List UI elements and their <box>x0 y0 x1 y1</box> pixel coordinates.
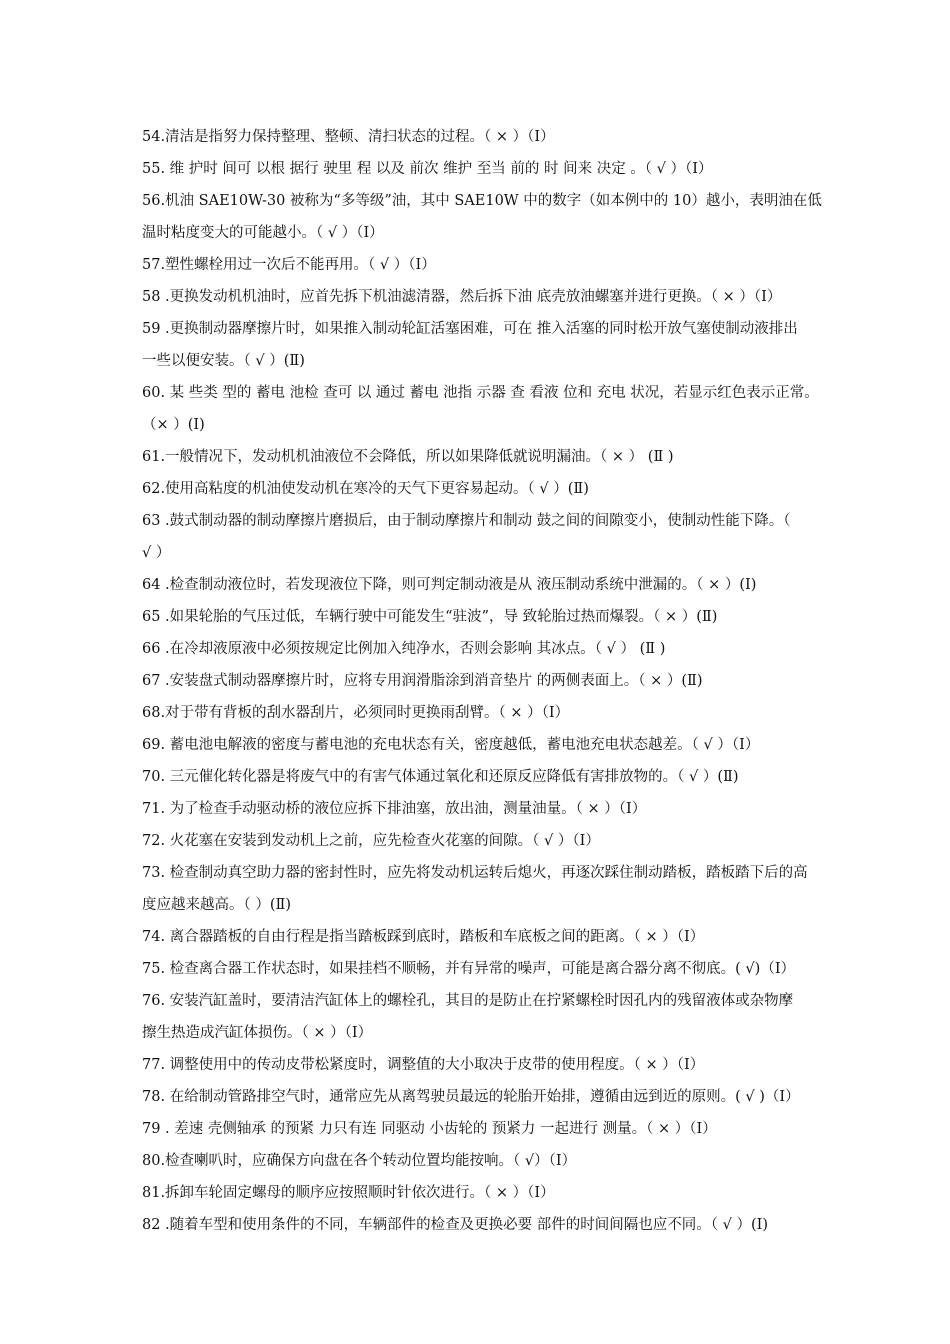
question-item-77 <box>142 1049 888 1081</box>
question-line: 60. 某 些类 型的 蓄电 池检 查可 以 通过 蓄电 池指 示器 查 看液 位和 充电 状况，若显示红色表示正常。 <box>142 385 819 401</box>
question-item-73 <box>142 857 888 921</box>
question-line: √ ） <box>142 545 171 561</box>
question-line: 82 .随着车型和使用条件的不同，车辆部件的检查及更换必要 部件的时间间隔也应不同。（ √ ）(Ⅰ) <box>142 1217 769 1233</box>
question-line: 71. 为了检查手动驱动桥的液位应拆下排油塞，放出油，测量油量。（ × ）（Ⅰ） <box>142 801 647 817</box>
question-item-74 <box>142 921 888 953</box>
question-line: 58 .更换发动机机油时，应首先拆下机油滤清器，然后拆下油 底壳放油螺塞并进行更换。（ × ）（Ⅰ） <box>142 289 782 305</box>
question-item-55 <box>142 153 888 185</box>
question-line: 81.拆卸车轮固定螺母的顺序应按照顺时针依次进行。（ × ）（Ⅰ） <box>142 1185 555 1201</box>
question-line: 度应越来越高。（ ）(Ⅱ) <box>142 897 292 913</box>
question-line: 79 . 差速 壳侧轴承 的预紧 力只有连 同驱动 小齿轮的 预紧力 一起进行 测量。（ × ）（Ⅰ） <box>142 1121 717 1137</box>
question-line: 63 .鼓式制动器的制动摩擦片磨损后，由于制动摩擦片和制动 鼓之间的间隙变小，使制动性能下降。（ <box>142 513 791 529</box>
question-item-65 <box>142 601 888 633</box>
question-line: 74. 离合器踏板的自由行程是指当踏板踩到底时，踏板和车底板之间的距离。（ × ）（Ⅰ） <box>142 929 705 945</box>
question-line: 59 .更换制动器摩擦片时，如果推入制动轮缸活塞困难，可在 推入活塞的同时松开放气塞使制动液排出 <box>142 321 798 337</box>
question-line: 61.一般情况下，发动机机油液位不会降低，所以如果降低就说明漏油。（ × ） (Ⅱ ) <box>142 449 674 465</box>
question-line: 67 .安装盘式制动器摩擦片时，应将专用润滑脂涂到消音垫片 的两侧表面上。（ × ）(Ⅱ) <box>142 673 703 689</box>
document-page <box>142 121 888 1241</box>
question-line: 69. 蓄电池电解液的密度与蓄电池的充电状态有关，密度越低，蓄电池充电状态越差。（ √ ）（Ⅰ） <box>142 737 760 753</box>
question-line: 64 .检查制动液位时，若发现液位下降，则可判定制动液是从 液压制动系统中泄漏的。（ × ）(Ⅰ) <box>142 577 757 593</box>
question-item-70 <box>142 761 888 793</box>
question-line: 78. 在给制动管路排空气时，通常应先从离驾驶员最远的轮胎开始排，遵循由远到近的原则。( √ )（Ⅰ） <box>142 1089 800 1105</box>
question-line: 66 .在冷却液原液中必须按规定比例加入纯净水，否则会影响 其冰点。（ √ ） (Ⅱ ) <box>142 641 666 657</box>
question-line: 77. 调整使用中的传动皮带松紧度时，调整值的大小取决于皮带的使用程度。（ × ）（Ⅰ） <box>142 1057 705 1073</box>
question-item-63 <box>142 505 888 569</box>
question-item-64 <box>142 569 888 601</box>
question-item-60 <box>142 377 888 441</box>
question-item-57 <box>142 249 888 281</box>
question-line: 76. 安装汽缸盖时，要清洁汽缸体上的螺栓孔，其目的是防止在拧紧螺栓时因孔内的残留液体或杂物摩 <box>142 993 794 1009</box>
question-item-69 <box>142 729 888 761</box>
question-line: 73. 检查制动真空助力器的密封性时，应先将发动机运转后熄火，再逐次踩住制动踏板，踏板踏下后的高 <box>142 865 808 881</box>
question-item-76 <box>142 985 888 1049</box>
question-item-67 <box>142 665 888 697</box>
question-line: 54.清洁是指努力保持整理、整顿、清扫状态的过程。（ × ）（Ⅰ） <box>142 129 555 145</box>
question-item-79 <box>142 1113 888 1145</box>
question-line: （× ）(Ⅰ) <box>142 417 205 433</box>
question-item-56 <box>142 185 888 249</box>
question-line: 65 .如果轮胎的气压过低，车辆行驶中可能发生“驻波”，导 致轮胎过热而爆裂。（ × ）(Ⅱ) <box>142 609 718 625</box>
question-item-62 <box>142 473 888 505</box>
question-item-58 <box>142 281 888 313</box>
question-item-82 <box>142 1209 888 1241</box>
question-item-54 <box>142 121 888 153</box>
question-line: 75. 检查离合器工作状态时，如果挂档不顺畅，并有异常的噪声，可能是离合器分离不彻底。( √)（Ⅰ） <box>142 961 796 977</box>
question-line: 62.使用高粘度的机油使发动机在寒冷的天气下更容易起动。（ √ ）(Ⅱ) <box>142 481 589 497</box>
question-item-80 <box>142 1145 888 1177</box>
question-item-81 <box>142 1177 888 1209</box>
question-line: 72. 火花塞在安装到发动机上之前，应先检查火花塞的间隙。（ √ ）（Ⅰ） <box>142 833 600 849</box>
question-item-71 <box>142 793 888 825</box>
question-item-75 <box>142 953 888 985</box>
question-item-68 <box>142 697 888 729</box>
question-line: 温时粘度变大的可能越小。（ √ ）（Ⅰ） <box>142 225 384 241</box>
question-item-72 <box>142 825 888 857</box>
question-item-66 <box>142 633 888 665</box>
question-line: 70. 三元催化转化器是将废气中的有害气体通过氧化和还原反应降低有害排放物的。（ √ ）(Ⅱ) <box>142 769 739 785</box>
question-line: 57.塑性螺栓用过一次后不能再用。（ √ ）（Ⅰ） <box>142 257 436 273</box>
question-item-61 <box>142 441 888 473</box>
question-line: 80.检查喇叭时，应确保方向盘在各个转动位置均能按响。（ √）（Ⅰ） <box>142 1153 577 1169</box>
question-line: 擦生热造成汽缸体损伤。（ × ）（Ⅰ） <box>142 1025 373 1041</box>
question-item-59 <box>142 313 888 377</box>
question-line: 一些以便安装。（ √ ）(Ⅱ) <box>142 353 305 369</box>
question-line: 56.机油 SAE10W-30 被称为“多等级”油，其中 SAE10W 中的数字（如本例中的 10）越小，表明油在低 <box>142 193 822 209</box>
question-item-78 <box>142 1081 888 1113</box>
question-line: 68.对于带有背板的刮水器刮片，必须同时更换雨刮臂。（ × ）（Ⅰ） <box>142 705 570 721</box>
question-line: 55. 维 护时 间可 以根 据行 驶里 程 以及 前次 维护 至当 前的 时 间来 决定 。（ √ ）（Ⅰ） <box>142 161 713 177</box>
